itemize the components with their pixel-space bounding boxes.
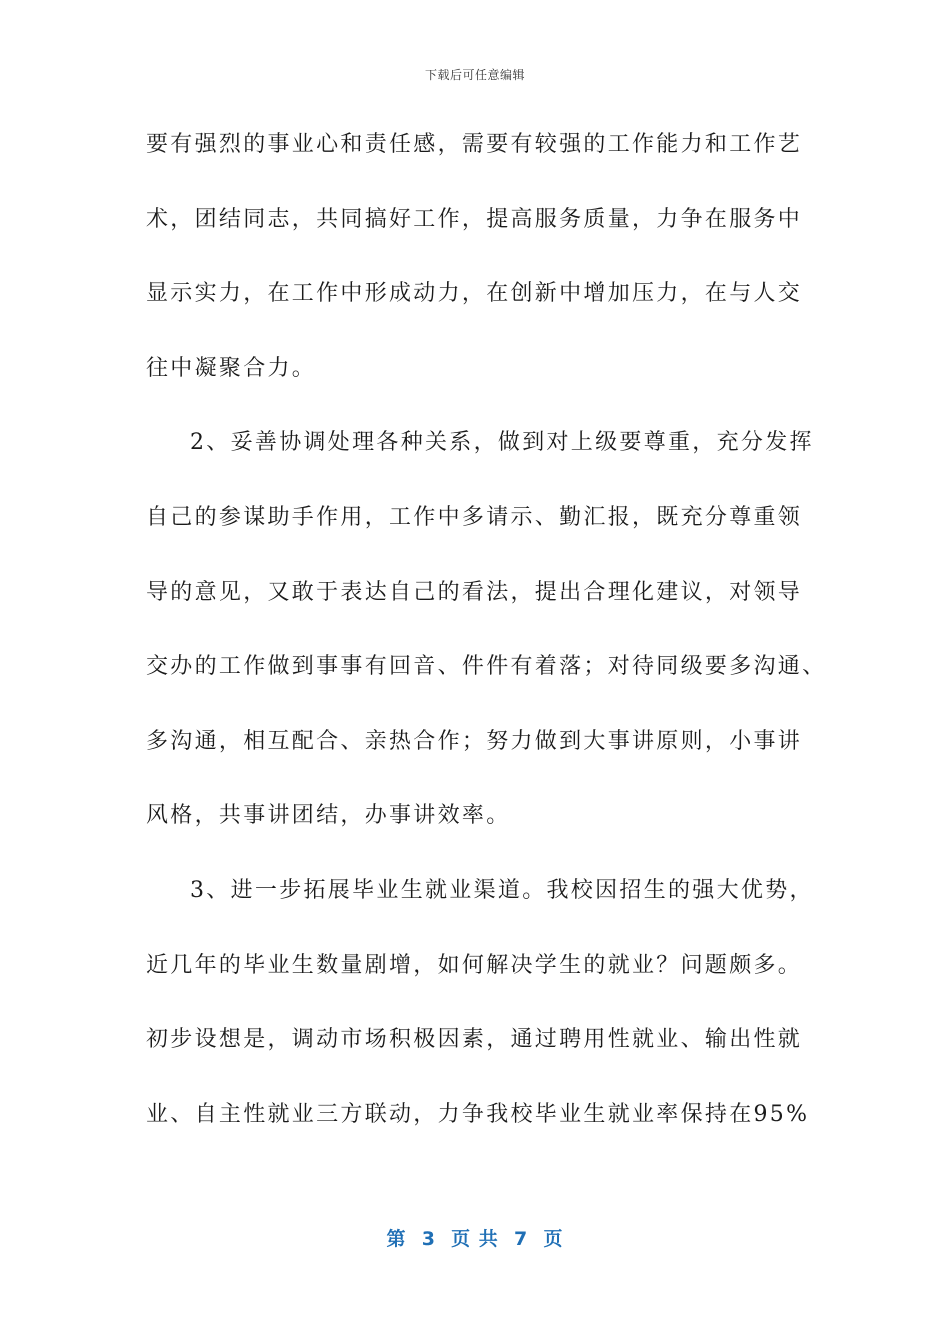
paragraph-line: 自己的参谋助手作用，工作中多请示、勤汇报，既充分尊重领 (146, 504, 803, 530)
paragraph-line: 往中凝聚合力。 (146, 355, 317, 381)
paragraph-line: 风格，共事讲团结，办事讲效率。 (146, 803, 511, 829)
paragraph-line: 多沟通，相互配合、亲热合作；努力做到大事讲原则，小事讲 (146, 728, 803, 754)
paragraph-line: 导的意见，又敢于表达自己的看法，提出合理化建议，对领导 (146, 579, 803, 605)
paragraph-line: 要有强烈的事业心和责任感，需要有较强的工作能力和工作艺 (146, 132, 803, 157)
paragraph-line: 交办的工作做到事事有回音、件件有着落；对待同级要多沟通、 (146, 654, 827, 680)
paragraph-line: 初步设想是，调动市场积极因素，通过聘用性就业、输出性就 (146, 1027, 803, 1053)
paragraph-line: 显示实力，在工作中形成动力，在创新中增加压力，在与人交 (146, 281, 803, 307)
paragraph-line: 近几年的毕业生数量剧增，如何解决学生的就业？问题颇多。 (146, 952, 803, 978)
header-note: 下载后可任意编辑 (424, 68, 525, 82)
paragraph-line: 业、自主性就业三方联动，力争我校毕业生就业率保持在95% (146, 1101, 810, 1127)
paragraph-line: 3、进一步拓展毕业生就业渠道。我校因招生的强大优势， (190, 877, 814, 903)
document-body (146, 117, 827, 1161)
paragraph-line: 2、妥善协调处理各种关系，做到对上级要尊重，充分发挥 (190, 430, 814, 456)
paragraph-line: 术，团结同志，共同搞好工作，提高服务质量，力争在服务中 (146, 206, 803, 232)
page-number-footer: 第 3 页 共 7 页 (386, 1228, 564, 1250)
